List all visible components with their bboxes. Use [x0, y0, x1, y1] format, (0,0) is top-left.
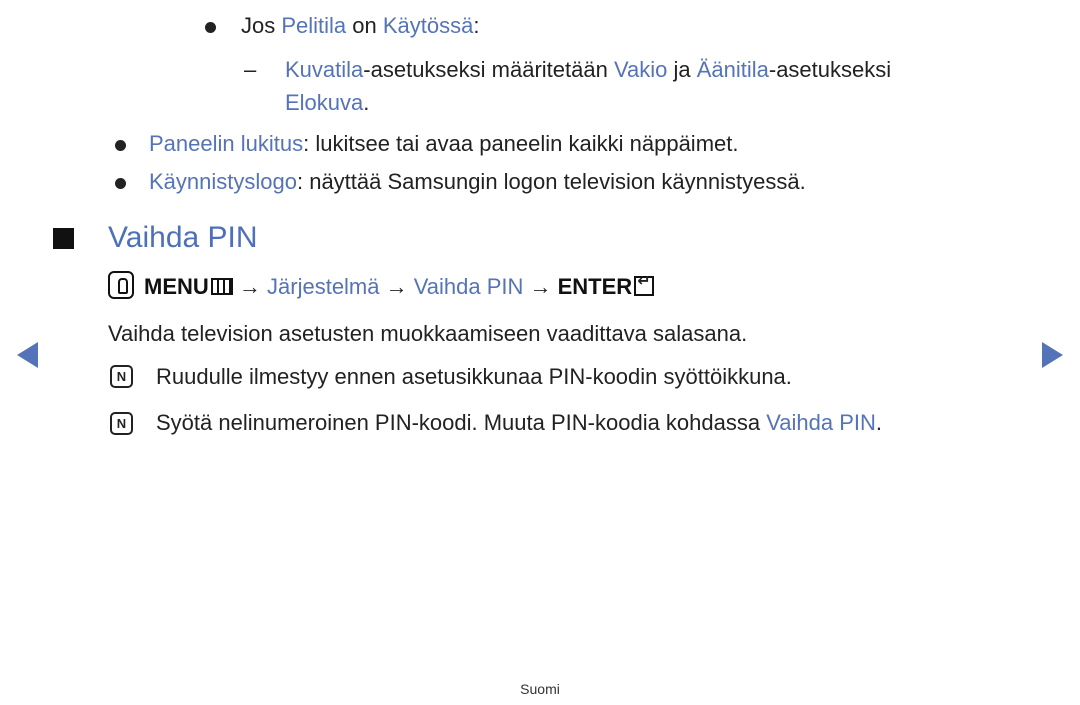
term-kaytossa: Käytössä [382, 13, 474, 38]
menu-path: MENU → Järjestelmä → Vaihda PIN → ENTER↵ [108, 271, 654, 302]
menu-grid-icon [211, 278, 233, 295]
bullet-paneelin-lukitus: Paneelin lukitus: lukitsee tai avaa paneelin kaikki näppäimet. [149, 131, 739, 156]
term-elokuva: Elokuva [285, 90, 364, 115]
term-pelitila: Pelitila [281, 13, 347, 38]
term-aanitila: Äänitila [696, 57, 769, 82]
path-jarjestelma: Järjestelmä [267, 274, 380, 299]
path-vaihda-pin: Vaihda PIN [413, 274, 524, 299]
intro-item: Jos Pelitila on Käytössä: [241, 13, 480, 38]
next-page-icon[interactable] [1042, 342, 1063, 368]
sub-item-line1: Kuvatila-asetukseksi määritetään Vakio ja Äänitila-asetukseksi [285, 57, 892, 82]
term-vaihda-pin: Vaihda PIN [766, 410, 876, 435]
note-icon: N [110, 412, 133, 435]
menu-label: MENU [144, 274, 209, 299]
note-icon: N [110, 365, 133, 388]
bullet-dot [115, 178, 126, 189]
footer-language: Suomi [520, 681, 560, 697]
dash-marker: – [244, 57, 257, 82]
note-1: Ruudulle ilmestyy ennen asetusikkunaa PIN-koodin syöttöikkuna. [156, 364, 792, 389]
term-kuvatila: Kuvatila [285, 57, 364, 82]
bullet-kaynnistyslogo: Käynnistyslogo: näyttää Samsungin logon television käynnistyessä. [149, 169, 806, 194]
bullet-dot [205, 22, 216, 33]
sub-item-line2: Elokuva. [285, 90, 370, 115]
note-2: Syötä nelinumeroinen PIN-koodi. Muuta PIN-koodia kohdassa Vaihda PIN. [156, 410, 883, 435]
section-description: Vaihda television asetusten muokkaamiseen vaadittava salasana. [108, 321, 748, 346]
term-vakio: Vakio [613, 57, 668, 82]
previous-page-icon[interactable] [17, 342, 38, 368]
enter-label: ENTER [557, 274, 633, 299]
section-title: Vaihda PIN [108, 221, 258, 254]
bullet-dot [115, 140, 126, 151]
section-square-icon [53, 228, 74, 249]
enter-icon [634, 276, 654, 296]
remote-touch-icon [108, 271, 134, 299]
